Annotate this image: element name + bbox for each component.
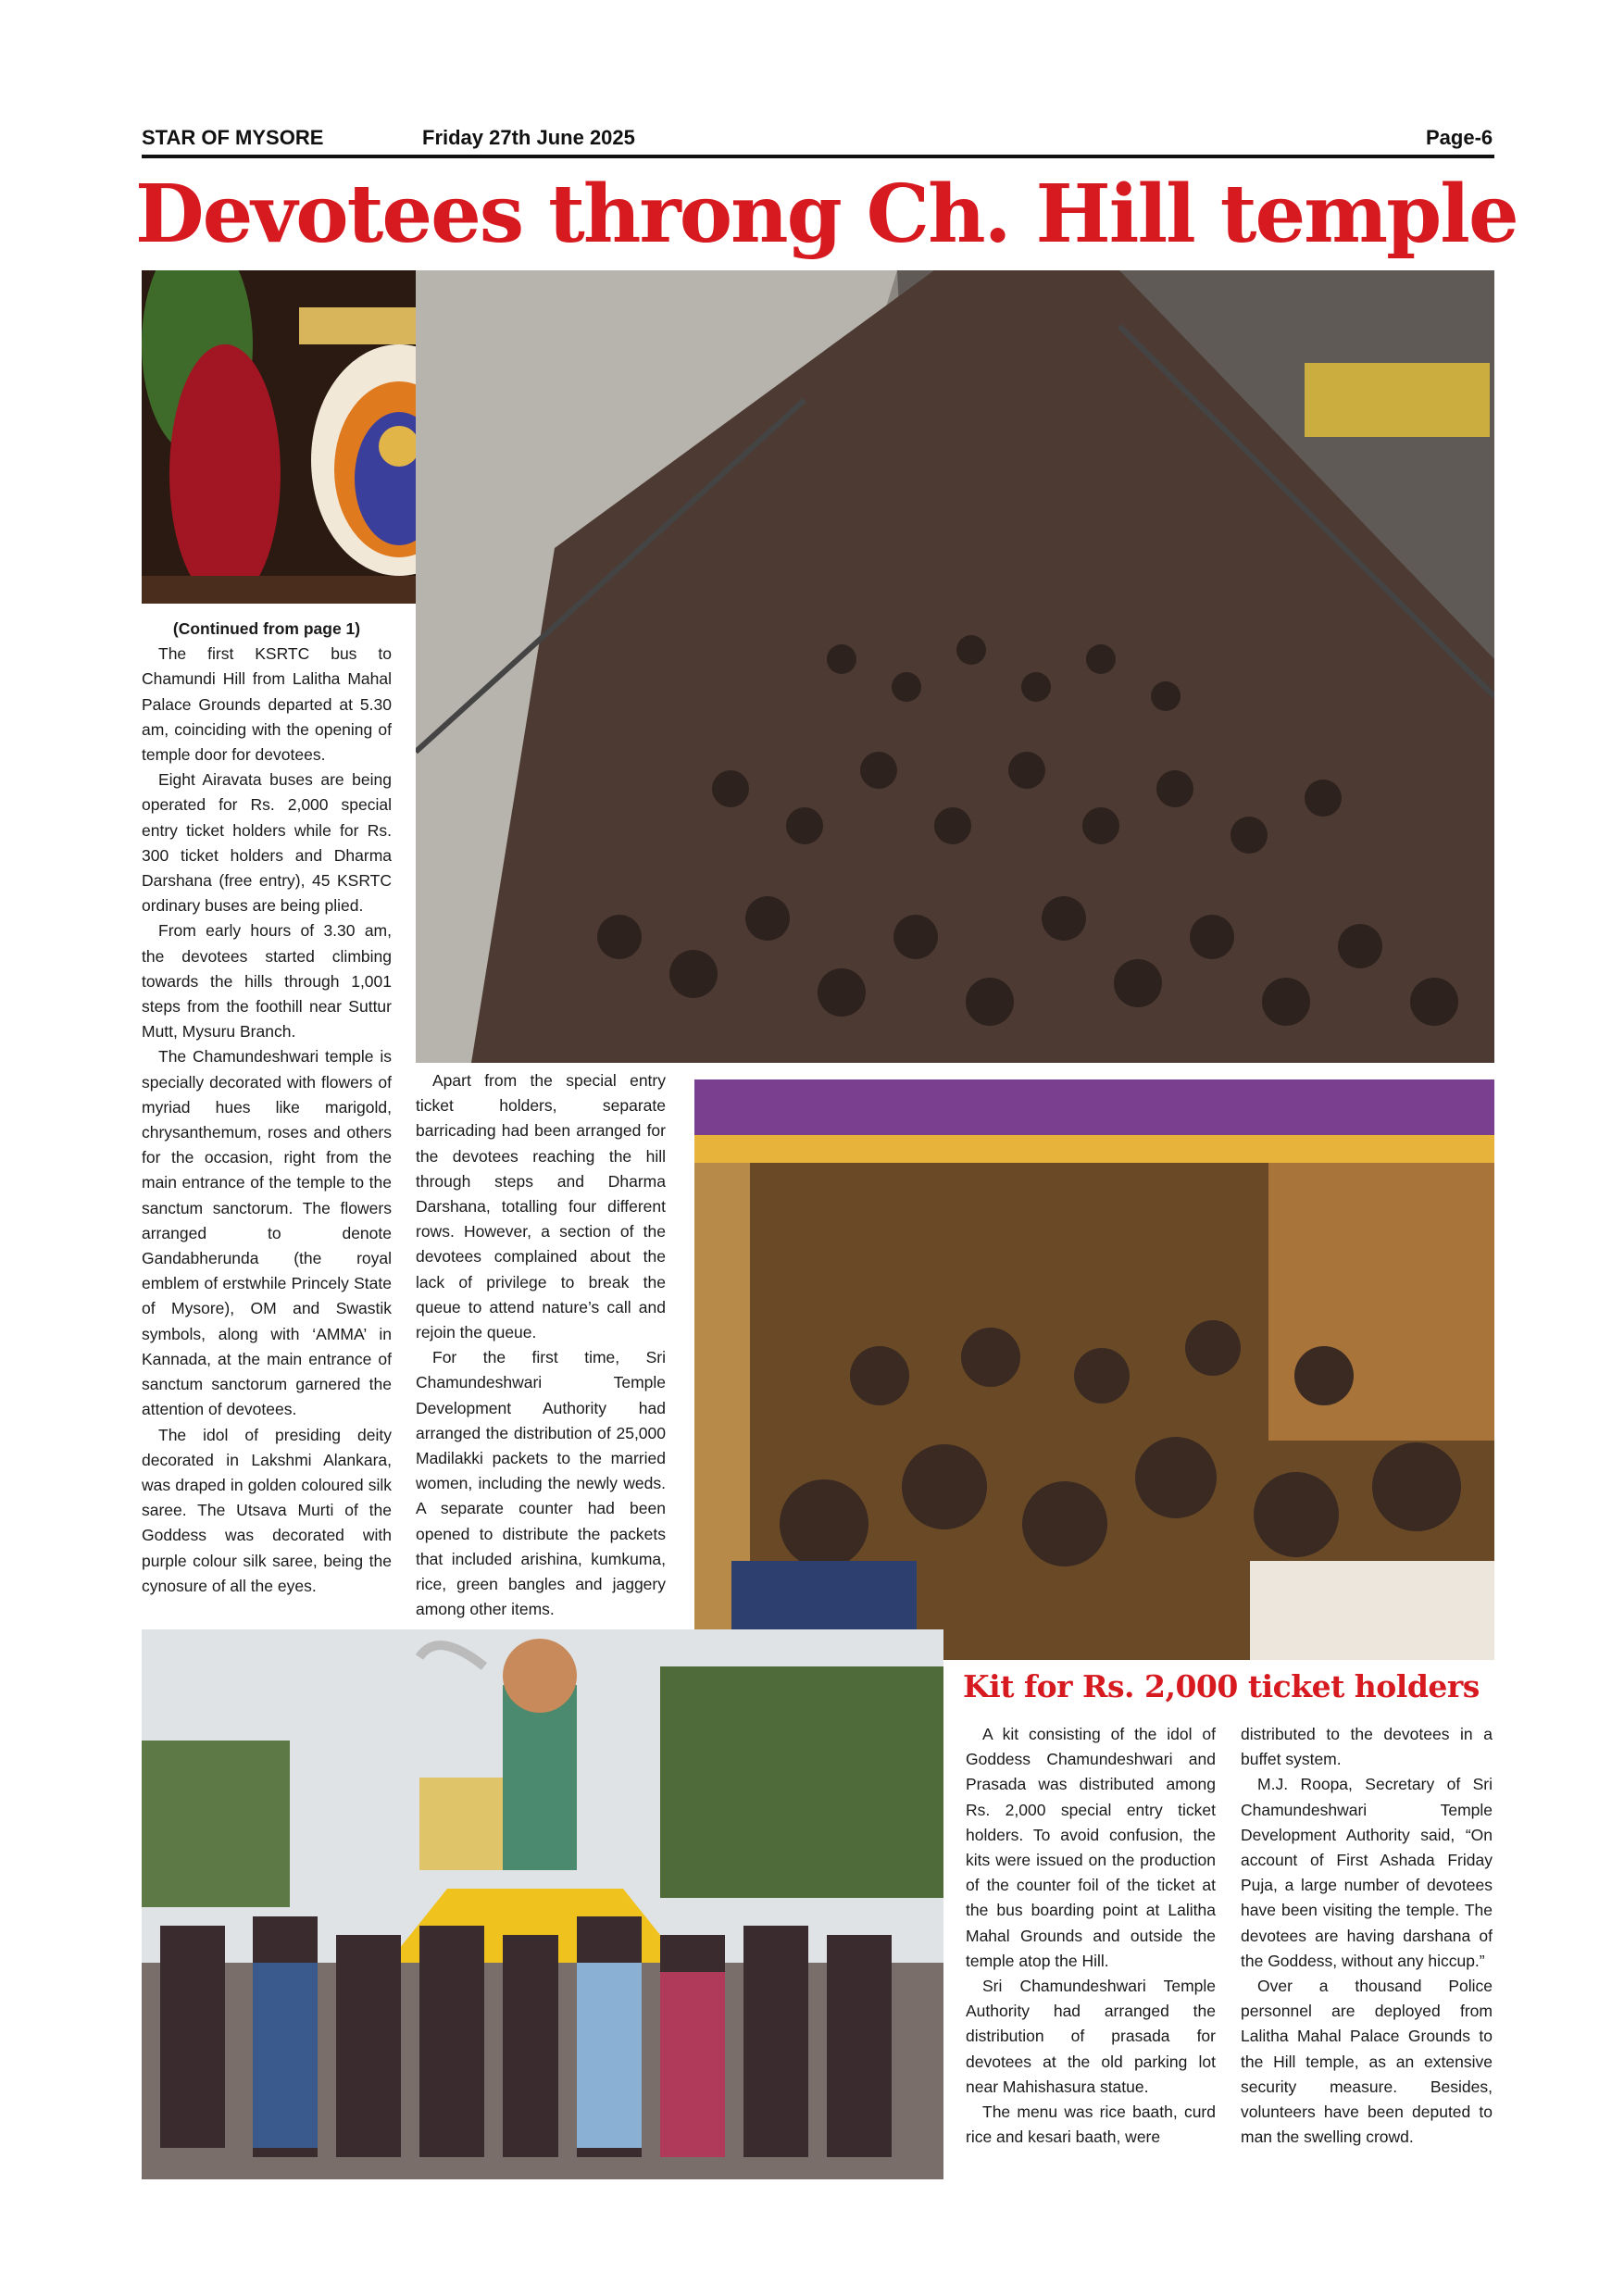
article-column-2 <box>416 1068 666 1622</box>
sidebar-title: Kit for Rs. 2,000 ticket holders <box>963 1668 1480 1704</box>
article-paragraph: From early hours of 3.30 am, the devotees started climbing towards the hills through 1,001 steps from the foothill near Suttur Mutt, Mysuru Branch. <box>142 921 392 1042</box>
article-paragraph: The idol of presiding deity decorated in Lakshmi Alankara, was draped in golden coloured silk saree. The Utsava Murti of the Goddess was decorated with purple colour silk saree, being the cynosure of all the eyes. <box>142 1425 392 1595</box>
page-number: Page-6 <box>1426 126 1493 149</box>
article-column-1 <box>142 617 392 1599</box>
sidebar-column-1 <box>966 1722 1216 2150</box>
article-paragraph: For the first time, Sri Chamundeshwari Temple Development Authority had arranged the distribution of 25,000 Madilakki packets to the married women, including the newly weds. A separate counter had been opened to distribute the packets that included arishina, kumkuma, rice, green bangles and jaggery among other items. <box>416 1348 666 1619</box>
article-paragraph: Apart from the special entry ticket holders, separate barricading had been arranged for the devotees reaching the hill through steps and Dharma Darshana, totalling four different rows. However, a section of the devotees complained about the lack of privilege to break the queue to attend nature’s call and rejoin the queue. <box>416 1071 666 1342</box>
sidebar-column-2 <box>1241 1722 1493 2150</box>
continued-note: (Continued from page 1) <box>172 619 361 638</box>
article-paragraph: Eight Airavata buses are being operated for Rs. 2,000 special entry ticket holders while for Rs. 300 ticket holders and Dharma Darshana (free entry), 45 KSRTC ordinary buses are being plied. <box>142 770 392 916</box>
photo-mahishasura-statue <box>142 1629 943 2179</box>
sidebar-paragraph: Sri Chamundeshwari Temple Authority had arranged the distribution of prasada for devotees at the old parking lot near Mahishasura statue. <box>966 1977 1216 2096</box>
article-paragraph: The Chamundeshwari temple is specially decorated with flowers of myriad hues like marigold, chrysanthemum, roses and others for the occasion, right from the main entrance of the temple to the sanctum sanctorum. The flowers arranged to denote Gandabherunda (the royal emblem of erstwhile Princely State of Mysore), OM and Swastik symbols, along with ‘AMMA’ in Kannada, at the main entrance of sanctum sanctorum garnered the attention of devotees. <box>142 1047 392 1419</box>
photo-queue <box>416 270 1494 1063</box>
issue-date: Friday 27th June 2025 <box>422 126 635 149</box>
sidebar-paragraph: Over a thousand Police personnel are deployed from Lalitha Mahal Palace Grounds to the Hill temple, as an extensive security measure. Besides, volunteers have been deputed to man the swelling crowd. <box>1241 1977 1493 2147</box>
publication-name: STAR OF MYSORE <box>142 126 324 149</box>
sidebar-paragraph: The menu was rice baath, curd rice and kesari baath, were <box>966 2103 1216 2147</box>
photo-temple-crowd <box>694 1079 1494 1660</box>
sidebar-paragraph: distributed to the devotees in a buffet system. <box>1241 1725 1493 1769</box>
article-paragraph: The first KSRTC bus to Chamundi Hill from Lalitha Mahal Palace Grounds departed at 5.30 am, coinciding with the opening of temple door for devotees. <box>142 644 392 765</box>
sidebar-paragraph: A kit consisting of the idol of Goddess Chamundeshwari and Prasada was distributed among Rs. 2,000 special entry ticket holders. To avoid confusion, the kits were issued on the production of the counter foil of the ticket at the bus boarding point at Lalitha Mahal Grounds and outside the temple atop the Hill. <box>966 1725 1216 1970</box>
sidebar-paragraph: M.J. Roopa, Secretary of Sri Chamundeshwari Temple Development Authority said, “On account of First Ashada Friday Puja, a large number of devotees have been visiting the temple. The devotees are having darshana of the Goddess, without any hiccup.” <box>1241 1775 1493 1970</box>
headline: Devotees throng Ch. Hill temple <box>135 168 1518 261</box>
header-rule <box>142 155 1494 158</box>
